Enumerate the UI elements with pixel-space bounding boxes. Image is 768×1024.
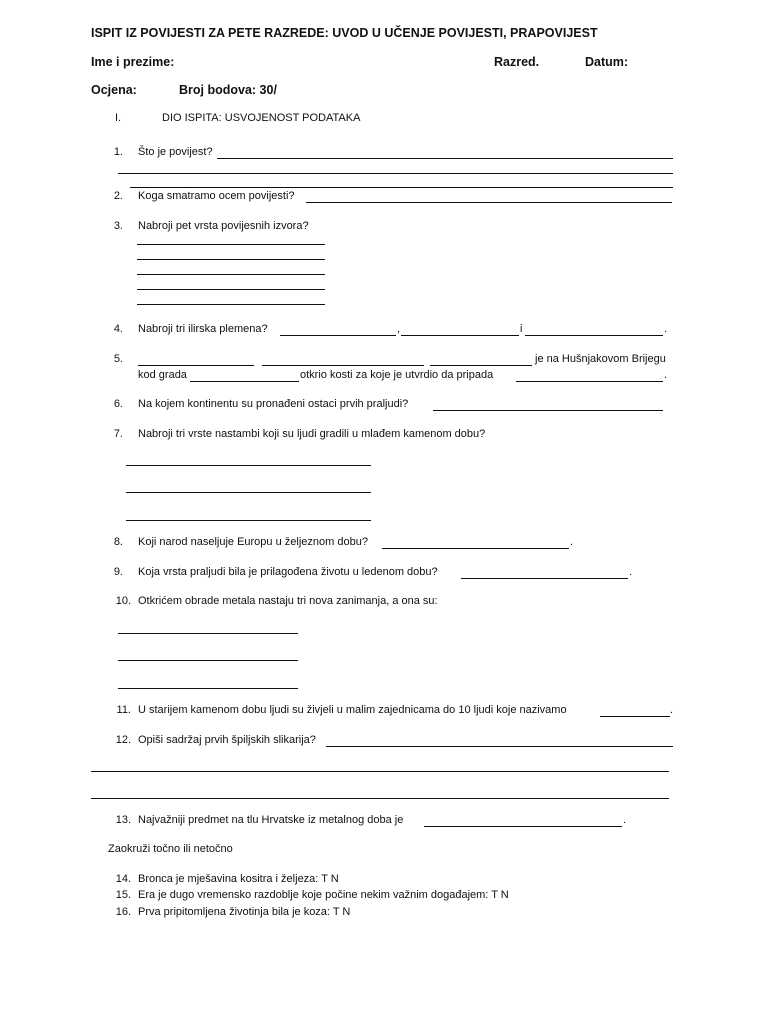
question-text: Nabroji tri vrste nastambi koji su ljudi gradili u mlađem kamenom dobu? [138, 428, 486, 440]
question-number: 10. [115, 595, 131, 607]
separator: i [520, 323, 523, 335]
answer-line[interactable] [430, 365, 532, 366]
question-text: Što je povijest? [138, 146, 213, 158]
grade-label: Ocjena: [91, 83, 137, 97]
question-text: Koji narod naseljuje Europu u željeznom dobu? [138, 536, 368, 548]
answer-line[interactable] [424, 826, 622, 827]
answer-line[interactable] [306, 202, 672, 203]
name-label: Ime i prezime: [91, 55, 175, 69]
answer-line[interactable] [525, 335, 663, 336]
answer-line[interactable] [126, 520, 371, 521]
question-text: Najvažniji predmet na tlu Hrvatske iz metalnog doba je [138, 814, 404, 826]
question-number: 14. [115, 873, 131, 885]
answer-line[interactable] [137, 274, 325, 275]
answer-line[interactable] [137, 304, 325, 305]
tn-instruction: Zaokruži točno ili netočno [108, 843, 233, 855]
question-number: 6. [113, 398, 123, 410]
date-label: Datum: [585, 55, 629, 69]
question-number: 16. [115, 906, 131, 918]
period: . [664, 369, 668, 381]
question-number: 9. [113, 566, 123, 578]
section-title: DIO ISPITA: USVOJENOST PODATAKA [162, 112, 361, 124]
answer-line[interactable] [382, 548, 569, 549]
question-text: Otkrićem obrade metala nastaju tri nova zanimanja, a ona su: [138, 595, 438, 607]
question-number: 7. [113, 428, 123, 440]
answer-line[interactable] [190, 381, 299, 382]
question-number: 3. [113, 220, 123, 232]
tn-item[interactable]: Bronca je mješavina kositra i željeza: T N [138, 873, 339, 885]
answer-line[interactable] [118, 688, 298, 689]
answer-line[interactable] [401, 335, 519, 336]
answer-line[interactable] [137, 289, 325, 290]
question-number: 2. [113, 190, 123, 202]
question-number: 12. [115, 734, 131, 746]
answer-line[interactable] [137, 244, 325, 245]
question-text: otkrio kosti za koje je utvrdio da pripada [300, 369, 494, 381]
period: . [570, 536, 574, 548]
question-number: 8. [113, 536, 123, 548]
answer-line[interactable] [217, 158, 673, 159]
answer-line[interactable] [600, 716, 670, 717]
tn-item[interactable]: Prva pripitomljena životinja bila je koza: T N [138, 906, 351, 918]
answer-line[interactable] [461, 578, 628, 579]
question-text: Nabroji pet vrsta povijesnih izvora? [138, 220, 309, 232]
question-number: 11. [116, 704, 131, 716]
question-text: U starijem kamenom dobu ljudi su živjeli u malim zajednicama do 10 ljudi koje nazivamo [138, 704, 567, 716]
answer-line[interactable] [280, 335, 396, 336]
question-text: Koja vrsta praljudi bila je prilagođena životu u ledenom dobu? [138, 566, 438, 578]
period: . [670, 704, 674, 716]
question-text: Opiši sadržaj prvih špiljskih slikarija? [138, 734, 316, 746]
answer-line[interactable] [118, 660, 298, 661]
question-text: Koga smatramo ocem povijesti? [138, 190, 295, 202]
answer-line[interactable] [126, 492, 371, 493]
separator: , [397, 323, 401, 335]
answer-line[interactable] [137, 259, 325, 260]
answer-line[interactable] [91, 798, 669, 799]
answer-line[interactable] [118, 173, 673, 174]
question-text: je na Hušnjakovom Brijegu [535, 353, 666, 365]
answer-line[interactable] [262, 365, 424, 366]
answer-line[interactable] [326, 746, 673, 747]
period: . [629, 566, 633, 578]
page-title: ISPIT IZ POVIJESTI ZA PETE RAZREDE: UVOD U UČENJE POVIJESTI, PRAPOVIJEST [91, 26, 598, 40]
answer-line[interactable] [130, 187, 673, 188]
question-text: Nabroji tri ilirska plemena? [138, 323, 268, 335]
period: . [664, 323, 668, 335]
class-label: Razred. [494, 55, 540, 69]
period: . [623, 814, 627, 826]
question-number: 4. [113, 323, 123, 335]
section-number: I. [115, 112, 122, 124]
answer-line[interactable] [118, 633, 298, 634]
answer-line[interactable] [138, 365, 254, 366]
question-number: 15. [115, 889, 131, 901]
question-number: 13. [115, 814, 131, 826]
answer-line[interactable] [91, 771, 669, 772]
answer-line[interactable] [516, 381, 663, 382]
question-text: Na kojem kontinentu su pronađeni ostaci prvih praljudi? [138, 398, 409, 410]
answer-line[interactable] [433, 410, 663, 411]
tn-item[interactable]: Era je dugo vremensko razdoblje koje počine nekim važnim događajem: T N [138, 889, 509, 901]
answer-line[interactable] [126, 465, 371, 466]
question-text: kod grada [138, 369, 187, 381]
question-number: 1. [113, 146, 123, 158]
points-label: Broj bodova: 30/ [179, 83, 277, 97]
question-number: 5. [113, 353, 123, 365]
